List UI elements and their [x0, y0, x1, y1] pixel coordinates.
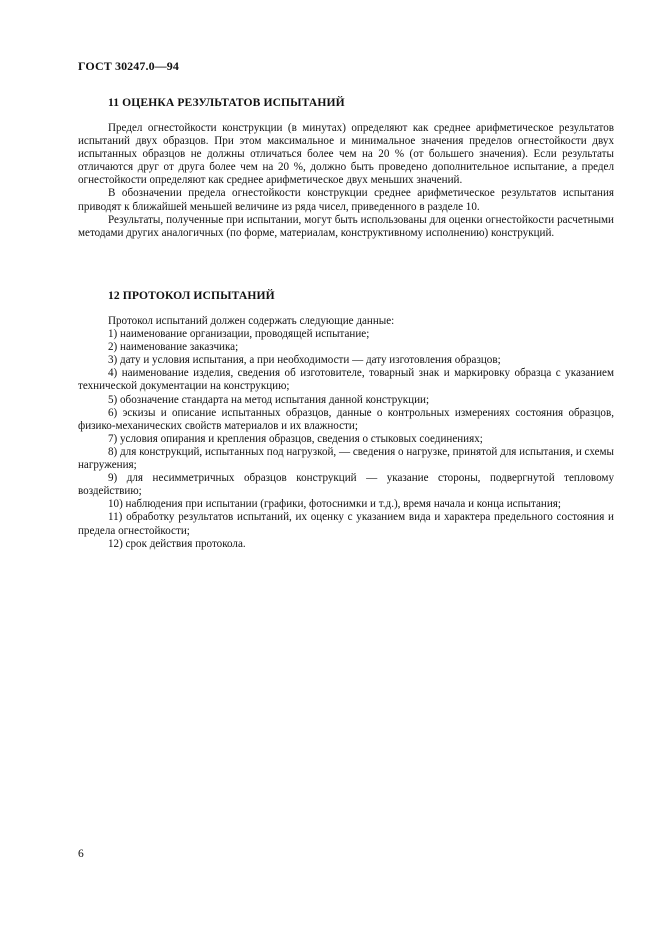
list-intro: Протокол испытаний должен содержать следующие данные:	[108, 315, 395, 327]
list-item: 6) эскизы и описание испытанных образцов, данные о контрольных измерениях состояния образцов, физико-механических свойств материалов и их влажности;	[78, 406, 614, 432]
section-11-heading: 11 ОЦЕНКА РЕЗУЛЬТАТОВ ИСПЫТАНИЙ	[108, 96, 345, 109]
list-item: 11) обработку результатов испытаний, их оценку с указанием вида и характера предельного состояния и предела огнестойкости;	[78, 511, 614, 537]
list-item: 8) для конструкций, испытанных под нагрузкой, — сведения о нагрузке, принятой для испытания, и схемы нагружения;	[78, 445, 614, 472]
section-12-body	[78, 315, 614, 551]
section-12-heading: 12 ПРОТОКОЛ ИСПЫТАНИЙ	[108, 289, 275, 302]
section-11-body	[78, 122, 614, 240]
list-item: 4) наименование изделия, сведения об изготовителе, товарный знак и маркировку образца с указанием технической документации на конструкцию;	[78, 367, 614, 393]
list-item: 12) срок действия протокола.	[108, 537, 246, 550]
list-item: 5) обозначение стандарта на метод испытания данной конструкции;	[108, 393, 430, 406]
paragraph: Результаты, полученные при испытании, могут быть использованы для оценки огнестойкости расчетными методами других аналогичных (по форме, материалам, конструктивному исполнению) конструкций.	[78, 213, 614, 239]
page-number: 6	[78, 848, 84, 860]
paragraph: В обозначении предела огнестойкости конструкции среднее арифметическое результатов испытания приводят к ближайшей меньшей величине из ряда чисел, приведенного в разделе 10.	[78, 187, 614, 213]
list-item: 7) условия опирания и крепления образцов, сведения о стыковых соединениях;	[108, 432, 483, 445]
paragraph: Предел огнестойкости конструкции (в минутах) определяют как среднее арифметическое результатов испытаний двух образцов. При этом максимальное и минимальное значения пределов огнестойкости двух испытанных образцов не должны отличаться более чем на 20 % (от большего значения). Если результаты отличаются друг от друга более чем на 20 %, должно быть проведено дополнительное испытание, а предел огнестойкости определяют как среднее арифметическое двух меньших значений.	[78, 122, 614, 187]
list-item: 10) наблюдения при испытании (графики, фотоснимки и т.д.), время начала и конца испытания;	[108, 498, 561, 511]
document-code: ГОСТ 30247.0—94	[78, 59, 179, 73]
list-item: 1) наименование организации, проводящей испытание;	[108, 328, 370, 341]
list-item: 9) для несимметричных образцов конструкций — указание стороны, подвергнутой тепловому воздействию;	[78, 472, 614, 498]
list-item: 2) наименование заказчика;	[108, 341, 239, 354]
list-item: 3) дату и условия испытания, а при необходимости — дату изготовления образцов;	[108, 354, 501, 367]
